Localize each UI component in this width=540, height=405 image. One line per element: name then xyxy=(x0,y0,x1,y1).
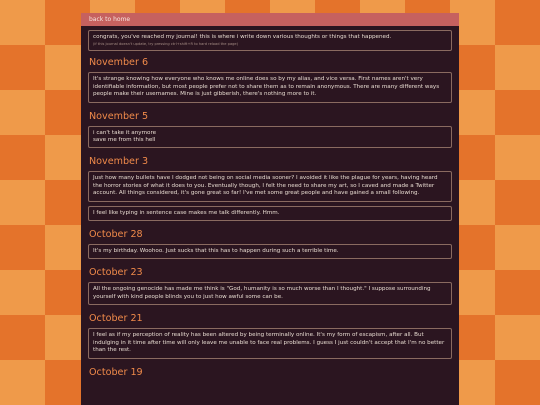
entry-date: November 6 xyxy=(89,57,149,69)
journal-panel xyxy=(81,13,459,405)
entry-post: It's my birthday. Woohoo. Just sucks that this has to happen during such a terrible time. xyxy=(88,244,452,259)
entry-date: October 23 xyxy=(89,267,143,279)
entry-post: I feel as if my perception of reality has been altered by being terminally online. It's my form of escapism, after all. But indulging in it time after time will only leave me unable to face real problems. I guess I just couldn't accept that I'm no better than the rest. xyxy=(88,328,452,358)
back-to-home-link[interactable]: back to home xyxy=(81,13,459,26)
intro-box xyxy=(88,30,452,51)
journal-content xyxy=(81,26,459,379)
entry-post: All the ongoing genocide has made me think is "God, humanity is so much worse than I thought." I suppose surrounding yourself with kind people blinds you to just how awful some can be. xyxy=(88,282,452,305)
entry-date: November 3 xyxy=(89,156,149,168)
entry-date: November 5 xyxy=(89,110,149,122)
entry-date: October 28 xyxy=(89,229,143,241)
intro-text: congrats, you've reached my journal! this is where i write down various thoughts or things that happened. xyxy=(93,34,392,40)
entry-date: October 19 xyxy=(89,366,143,378)
entry-post: i can't take it anymore save me from this hell xyxy=(88,126,452,149)
entry-date: October 21 xyxy=(89,313,143,325)
entry-post: Just how many bullets have I dodged not being on social media sooner? I avoided it like the plague for years, having heard the horror stories of what it does to you. Eventually though, I felt the need to share my art, so I caved and made a Twitter account. All things considered, it's gone great so far! I've met some great people and have gained a small following. xyxy=(88,171,452,201)
intro-note: (if this journal doesn't update, try pressing ctrl+shift+R to hard reload the page) xyxy=(93,42,239,47)
entry-post: I feel like typing in sentence case makes me talk differently. Hmm. xyxy=(88,206,452,221)
entry-post: It's strange knowing how everyone who knows me online does so by my alias, and vice versa. First names aren't very identifiable information, but most people prefer not to share them as to remain anonymous. There are many different ways people make their usernames. Mine is just gibberish, there's nothing more to it. xyxy=(88,72,452,102)
